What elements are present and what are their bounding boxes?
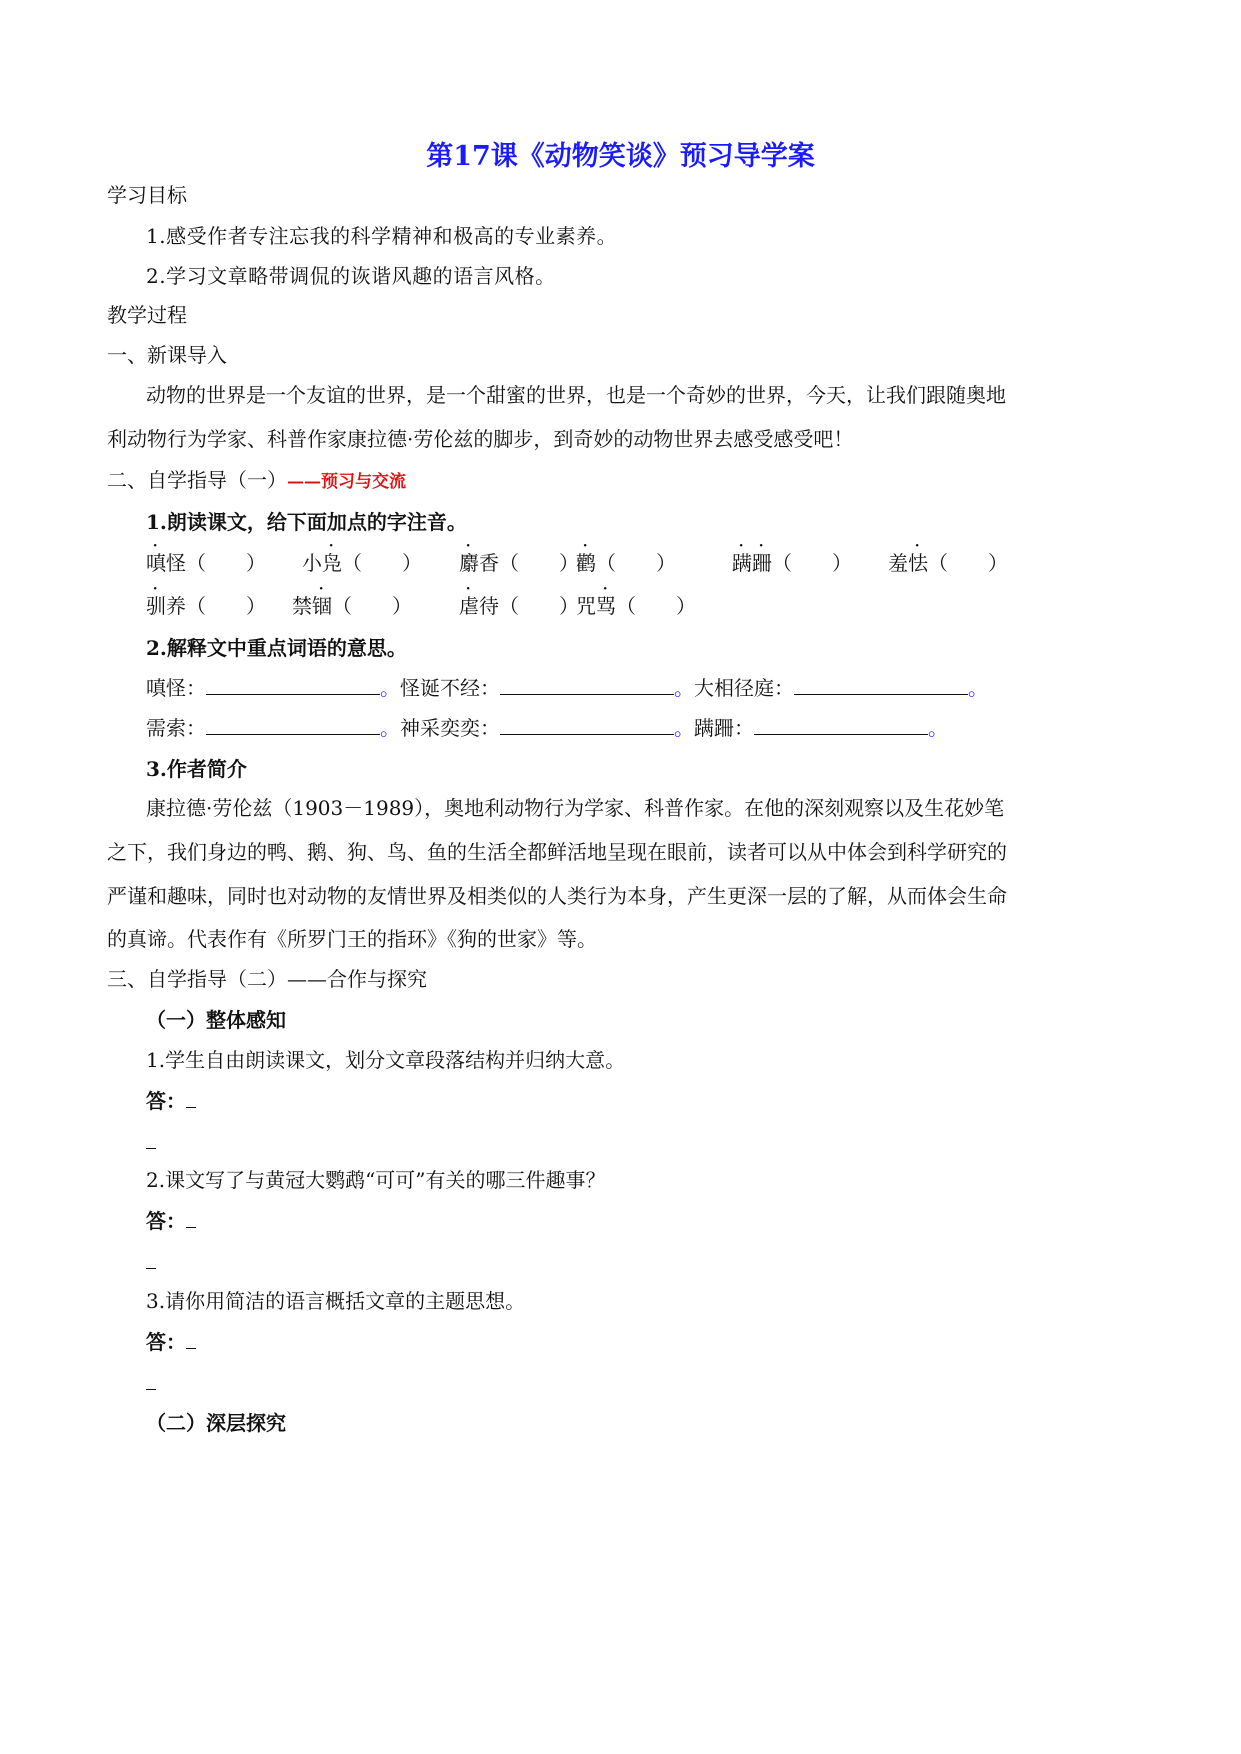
pinyin-item: · 咒骂（ ） <box>576 576 696 618</box>
process-heading: 教学过程 <box>107 303 187 327</box>
pinyin-item: · 嗔怪（ ） <box>146 533 266 575</box>
vocab-term: 需索： <box>146 716 206 740</box>
self-study-1-heading <box>107 466 406 496</box>
answer-blank[interactable] <box>146 1128 156 1149</box>
page-title: 第17课《动物笑谈》预习导学案 <box>426 141 815 172</box>
emphasis-dot: · <box>758 533 765 557</box>
answer-blank[interactable] <box>146 1369 156 1390</box>
part-1-question-3: 3.请你用简洁的语言概括文章的主题思想。 <box>146 1289 526 1313</box>
goal-item-1: 1.感受作者专注忘我的科学精神和极高的专业素养。 <box>146 224 618 248</box>
answer-blank[interactable] <box>186 1328 196 1349</box>
emphasis-dot: · <box>914 533 921 557</box>
emphasis-dot: · <box>465 576 472 600</box>
emphasis-dot: · <box>152 576 159 600</box>
emphasis-dot: · <box>328 533 335 557</box>
vocab-term: 嗔怪： <box>146 676 206 700</box>
answer-blank[interactable] <box>500 714 674 735</box>
vocab-term: 蹒跚： <box>694 716 754 740</box>
question-3: 3.作者简介 <box>146 757 247 781</box>
bio-line-2: 之下，我们身边的鸭、鹅、狗、鸟、鱼的生活全都鲜活地呈现在眼前，读者可以从中体会到科学研究的 <box>107 840 1007 864</box>
pinyin-item: · 鹳（ ） <box>576 533 676 575</box>
bio-line-1: 康拉德·劳伦兹（1903－1989），奥地利动物行为学家、科普作家。在他的深刻观察以及生花妙笔 <box>146 796 1005 820</box>
emphasis-dot: · <box>582 533 589 557</box>
pinyin-item: · 虐待（ ） <box>459 576 579 618</box>
question-1: 1.朗读课文，给下面加点的字注音。 <box>146 510 467 534</box>
vocab-term: 大相径庭： <box>694 676 794 700</box>
bio-line-4: 的真谛。代表作有《所罗门王的指环》《狗的世家》等。 <box>107 927 597 951</box>
answer-line: 答： <box>146 1328 196 1356</box>
question-2: 2.解释文中重点词语的意思。 <box>146 636 407 660</box>
vocab-row-1: 嗔怪： 。怪诞不经： 。大相径庭： 。 <box>146 676 988 700</box>
part-1-question-1: 1.学生自由朗读课文，划分文章段落结构并归纳大意。 <box>146 1048 626 1072</box>
vocab-term: 怪诞不经： <box>400 676 500 700</box>
part-1-question-2: 2.课文写了与黄冠大鹦鹉“可可”有关的哪三件趣事？ <box>146 1168 606 1192</box>
self-study-2-heading: 三、自学指导（二）——合作与探究 <box>107 967 427 991</box>
answer-continuation <box>146 1369 156 1397</box>
answer-blank[interactable] <box>206 674 380 695</box>
emphasis-dot: · <box>738 533 745 557</box>
intro-paragraph-line-2: 利动物行为学家、科普作家康拉德·劳伦兹的脚步，到奇妙的动物世界去感受感受吧！ <box>107 427 854 451</box>
answer-blank[interactable] <box>500 674 674 695</box>
pinyin-item: · · 蹒跚（ ） <box>732 533 852 575</box>
answer-line: 答： <box>146 1207 196 1235</box>
emphasis-dot: · <box>465 533 472 557</box>
emphasis-dot: · <box>318 576 325 600</box>
pinyin-item: · 小凫（ ） <box>302 533 422 575</box>
pinyin-item: · 驯养（ ） <box>146 576 266 618</box>
intro-paragraph-line-1: 动物的世界是一个友谊的世界，是一个甜蜜的世界，也是一个奇妙的世界，今天，让我们跟随奥地 <box>146 383 1006 407</box>
goal-item-2: 2.学习文章略带调侃的诙谐风趣的语言风格。 <box>146 264 556 288</box>
intro-heading: 一、新课导入 <box>107 343 227 367</box>
answer-blank[interactable] <box>186 1207 196 1228</box>
self-study-1-subtitle: ——预习与交流 <box>287 472 406 492</box>
answer-blank[interactable] <box>794 674 968 695</box>
bio-line-3: 严谨和趣味，同时也对动物的友情世界及相类似的人类行为本身，产生更深一层的了解，从而体会生命 <box>107 884 1007 908</box>
answer-continuation <box>146 1248 156 1276</box>
answer-line: 答： <box>146 1087 196 1115</box>
pinyin-item: · 羞怯（ ） <box>888 533 1008 575</box>
answer-blank[interactable] <box>186 1087 196 1108</box>
answer-blank[interactable] <box>754 714 928 735</box>
pinyin-item: · 麝香（ ） <box>459 533 579 575</box>
part-1-heading: （一）整体感知 <box>146 1008 286 1032</box>
vocab-row-2: 需索： 。神采奕奕： 。蹒跚： 。 <box>146 716 948 740</box>
answer-blank[interactable] <box>206 714 380 735</box>
answer-continuation <box>146 1128 156 1156</box>
emphasis-dot: · <box>602 576 609 600</box>
vocab-term: 神采奕奕： <box>400 716 500 740</box>
self-study-1-title: 二、自学指导（一） <box>107 468 287 492</box>
answer-blank[interactable] <box>146 1248 156 1269</box>
emphasis-dot: · <box>152 533 159 557</box>
pinyin-item: · 禁锢（ ） <box>292 576 412 618</box>
part-2-heading: （二）深层探究 <box>146 1411 286 1435</box>
goals-heading: 学习目标 <box>107 183 187 207</box>
